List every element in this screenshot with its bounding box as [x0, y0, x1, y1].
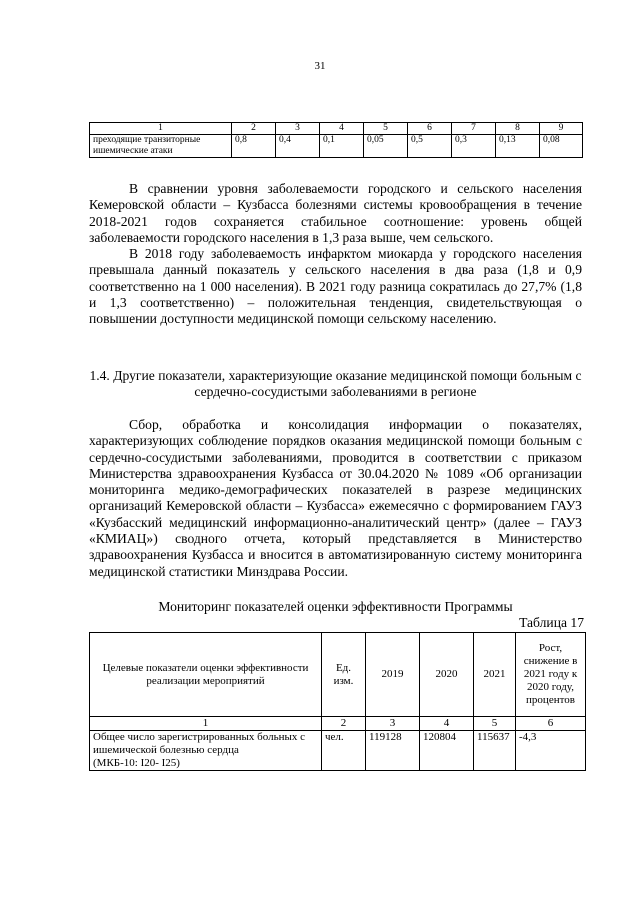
value-2021: 115637 [474, 731, 516, 771]
value-2020: 120804 [420, 731, 474, 771]
table-caption: Мониторинг показателей оценки эффективности Программы [158, 599, 513, 614]
page-number: 31 [314, 60, 326, 72]
table-cell: 0,05 [364, 135, 408, 158]
column-number: 4 [420, 717, 474, 731]
column-header: 2021 [474, 633, 516, 717]
indicator-label: Общее число зарегистрированных больных с ишемической болезнью сердца [93, 731, 305, 756]
column-number: 2 [232, 123, 276, 135]
table-cell: 0,3 [452, 135, 496, 158]
column-number: 3 [366, 717, 420, 731]
paragraph: В сравнении уровня заболеваемости городского и сельского населения Кемеровской области – Кузбасса болезнями системы кровообращения в течение 2018-2021 годов сохраняется стабильное соотношение: уровень общей заболеваемости городского населения в 1,3 раза выше, чем сельского. [89, 181, 582, 245]
indicator-name [90, 731, 322, 771]
column-number: 2 [322, 717, 366, 731]
column-number: 1 [90, 717, 322, 731]
table-cell: 0,8 [232, 135, 276, 158]
table-row [90, 135, 583, 158]
column-header: 2019 [366, 633, 420, 717]
column-number: 5 [474, 717, 516, 731]
table-number: Таблица 17 [519, 615, 584, 630]
column-number: 8 [496, 123, 540, 135]
column-header: 2020 [420, 633, 474, 717]
table-cell: 0,1 [320, 135, 364, 158]
column-number: 6 [516, 717, 586, 731]
paragraph: Сбор, обработка и консолидация информации о показателях, характеризующих соблюдение порядков оказания медицинской помощи больным с сердечно-сосудистыми заболеваниями, проводится в соответствии с приказом Министерства здравоохранения Кузбасса от 30.04.2020 № 1089 «Об организации мониторинга медико-демографических показателей в разрезе медицинских организаций Кемеровской области – Кузбасса» ежемесячно с формированием ГАУЗ «Кузбасский медицинский информационно-аналитический центр» (далее – ГАУЗ «КМИАЦ») сводного отчета, который представляется в Министерство здравоохранения Кузбасса и вносится в автоматизированную систему мониторинга медицинской статистики Минздрава России. [89, 417, 582, 579]
column-number: 6 [408, 123, 452, 135]
previous-table-fragment [89, 122, 583, 158]
column-number: 1 [90, 123, 232, 135]
table-cell: 0,08 [540, 135, 583, 158]
column-number: 7 [452, 123, 496, 135]
table-row [90, 731, 586, 771]
section-heading: 1.4. Другие показатели, характеризующие оказание медицинской помощи больным с сердечно-сосудистыми заболеваниями в регионе [89, 368, 582, 400]
row-label: преходящие транзиторные ишемические атаки [90, 135, 232, 158]
table-cell: 0,5 [408, 135, 452, 158]
column-header: Рост, снижение в 2021 году к 2020 году, процентов [516, 633, 586, 717]
column-header: Ед. изм. [322, 633, 366, 717]
column-number: 3 [276, 123, 320, 135]
table-cell: 0,4 [276, 135, 320, 158]
column-numbers-row [90, 717, 586, 731]
column-number: 4 [320, 123, 364, 135]
paragraph: В 2018 году заболеваемость инфарктом миокарда у городского населения превышала данный показатель у сельского населения в два раза (1,8 и 0,9 соответственно на 1 000 населения). В 2021 году разница сократилась до 27,7% (1,8 и 1,3 соответственно) – положительная тенденция, свидетельствующая о повышении доступности медицинской помощи сельскому населению. [89, 246, 582, 327]
column-number: 9 [540, 123, 583, 135]
column-number: 5 [364, 123, 408, 135]
change-percent: -4,3 [516, 731, 586, 771]
value-2019: 119128 [366, 731, 420, 771]
unit-cell: чел. [322, 731, 366, 771]
body-text [89, 181, 582, 328]
table-header-row [90, 633, 586, 717]
table-header-row [90, 123, 583, 135]
table-cell: 0,13 [496, 135, 540, 158]
icd-code: (МКБ-10: I20- I25) [93, 757, 180, 769]
indicators-table [89, 632, 586, 771]
section-body [89, 417, 582, 580]
column-header: Целевые показатели оценки эффективности реализации мероприятий [90, 633, 322, 717]
